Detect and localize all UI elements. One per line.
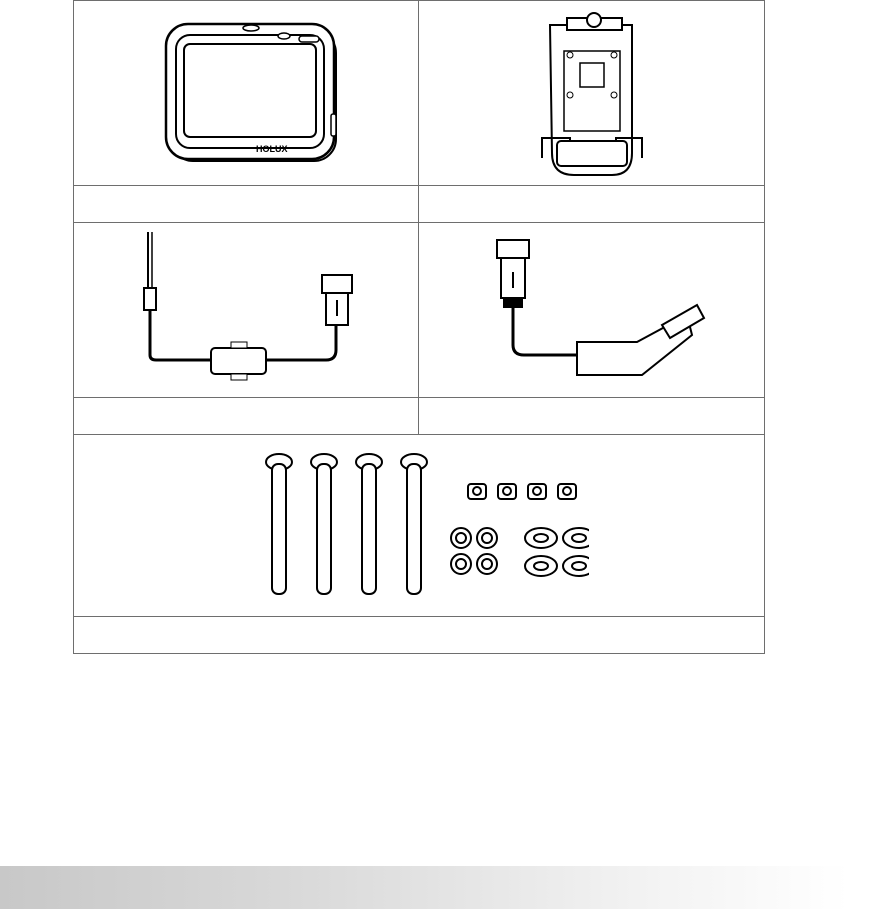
car-charger-caption xyxy=(419,398,765,435)
gps-device-icon xyxy=(146,6,346,181)
cradle-holder-cell xyxy=(419,1,765,186)
car-charger-icon xyxy=(472,230,712,390)
hardwire-cable-cell xyxy=(74,223,419,398)
cradle-holder-icon xyxy=(532,3,652,183)
footer-bar xyxy=(0,866,849,909)
gps-device-cell xyxy=(74,1,419,186)
hardwire-cable-caption xyxy=(74,398,419,435)
cradle-holder-caption xyxy=(419,186,765,223)
screws-nuts-washers-icon xyxy=(249,446,589,606)
car-charger-cell xyxy=(419,223,765,398)
screws-caption xyxy=(74,617,765,654)
screws-cell xyxy=(74,435,765,617)
gps-device-caption xyxy=(74,186,419,223)
package-contents-table xyxy=(73,0,765,654)
hardwire-power-cable-icon xyxy=(126,230,366,390)
device-brand-text: HOLUX xyxy=(256,143,288,154)
